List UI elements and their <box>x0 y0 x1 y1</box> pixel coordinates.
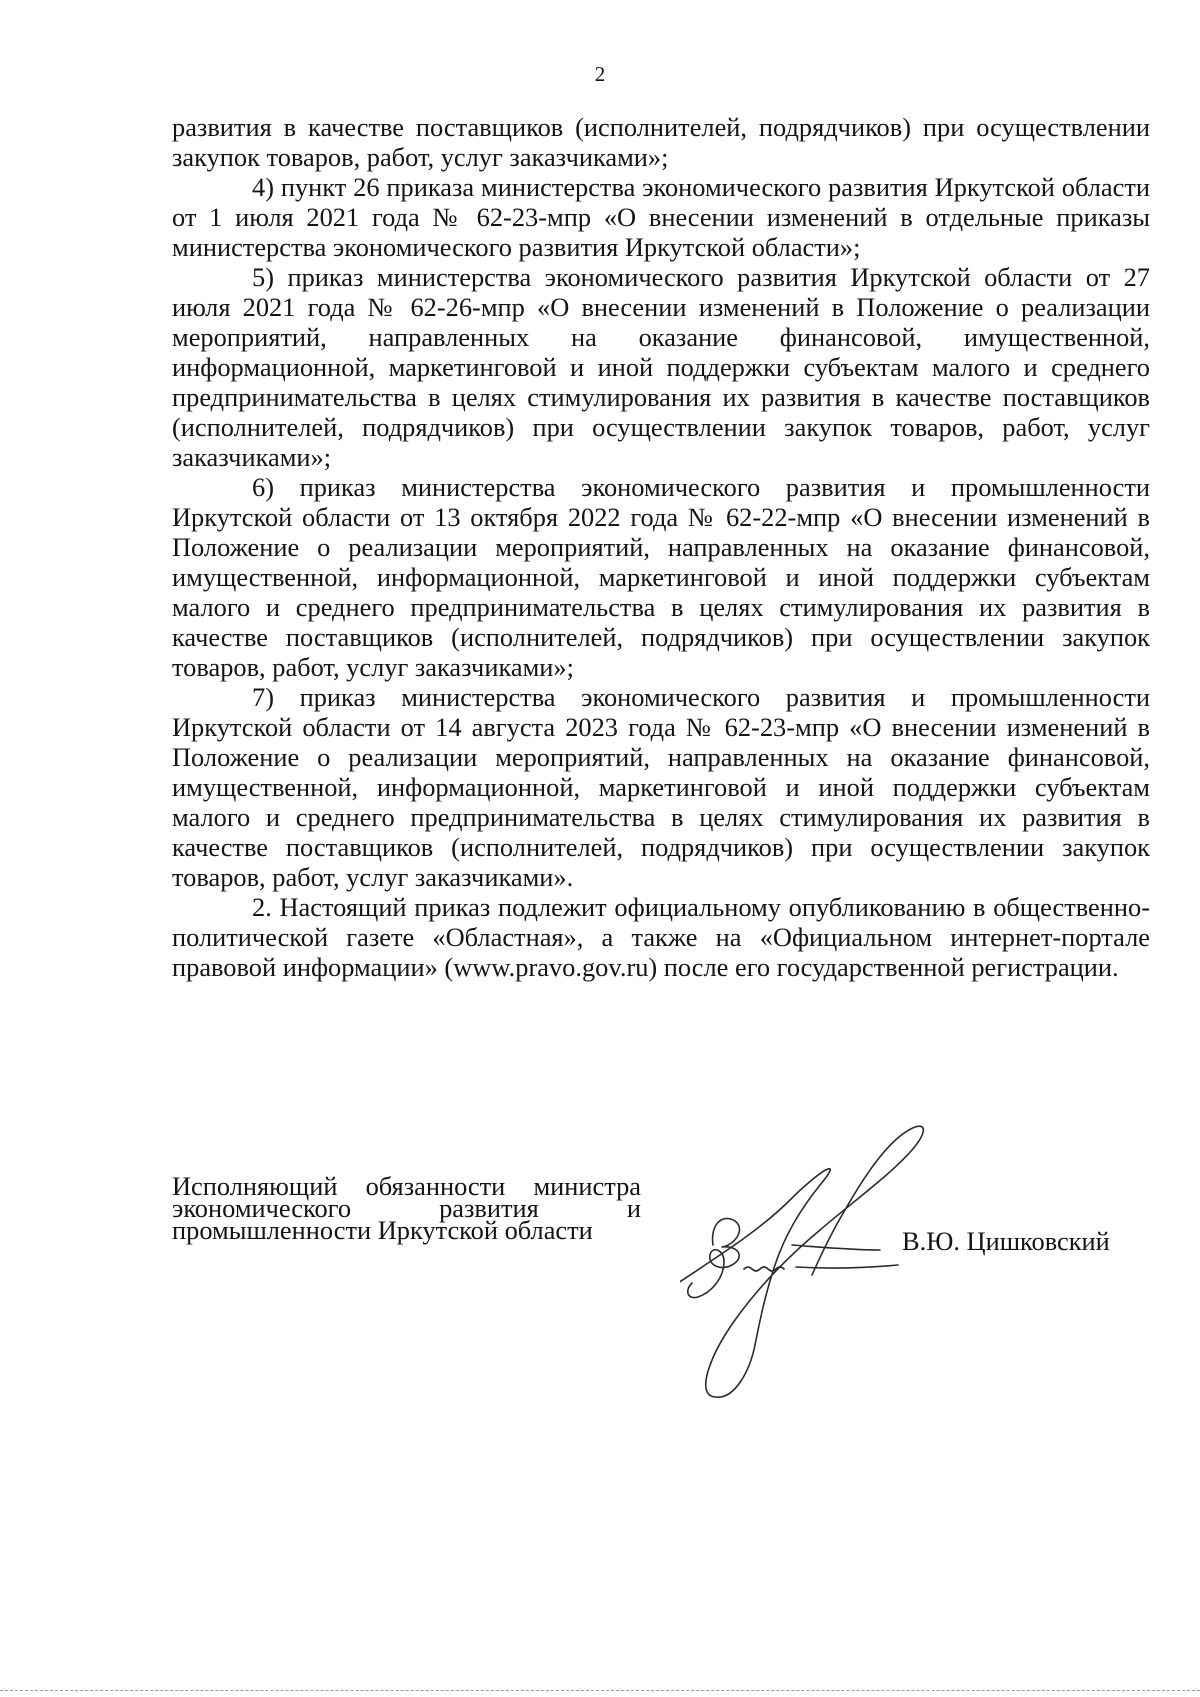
signer-name: В.Ю. Цишковский <box>902 1226 1110 1256</box>
paragraph-item-6: 6) приказ министерства экономического развития и промышленности Иркутской области от 13 октября 2022 года № 62-22-мпр «О внесении изменений в Положение о реализации мероприятий, направленных на оказание финансовой, имущественной, информационной, маркетинговой и иной поддержки субъектам малого и среднего предпринимательства в целях стимулирования их развития в качестве поставщиков (исполнителей, подрядчиков) при осуществлении закупок товаров, работ, услуг заказчиками»; <box>172 472 1150 682</box>
handwritten-signature <box>680 1105 1000 1415</box>
paragraph-publication-clause: 2. Настоящий приказ подлежит официальному опубликованию в общественно-политической газете «Областная», а также на «Официальном интернет-портале правовой информации» (www.pravo.gov.ru) после его государственной регистрации. <box>172 892 1150 982</box>
signatory-position <box>172 1171 641 1245</box>
paragraph-continuation: развития в качестве поставщиков (исполнителей, подрядчиков) при осуществлении закупок товаров, работ, услуг заказчиками»; <box>172 112 1150 172</box>
signatory-position-line-3: промышленности Иркутской области <box>172 1215 593 1245</box>
paragraph-item-5: 5) приказ министерства экономического развития Иркутской области от 27 июля 2021 года № 62-26-мпр «О внесении изменений в Положение о реализации мероприятий, направленных на оказание финансовой, имущественной, информационной, маркетинговой и иной поддержки субъектам малого и среднего предпринимательства в целях стимулирования их развития в качестве поставщиков (исполнителей, подрядчиков) при осуществлении закупок товаров, работ, услуг заказчиками»; <box>172 262 1150 472</box>
document-body <box>172 112 1150 982</box>
paragraph-item-4: 4) пункт 26 приказа министерства экономического развития Иркутской области от 1 июля 2021 года № 62-23-мпр «О внесении изменений в отдельные приказы министерства экономического развития Иркутской области»; <box>172 172 1150 262</box>
page-bottom-divider <box>0 1690 1200 1692</box>
signatory-position-line-2: экономического развития и <box>172 1193 641 1223</box>
page-number: 2 <box>594 62 606 86</box>
paragraph-item-7: 7) приказ министерства экономического развития и промышленности Иркутской области от 14 августа 2023 года № 62-23-мпр «О внесении изменений в Положение о реализации мероприятий, направленных на оказание финансовой, имущественной, информационной, маркетинговой и иной поддержки субъектам малого и среднего предпринимательства в целях стимулирования их развития в качестве поставщиков (исполнителей, подрядчиков) при осуществлении закупок товаров, работ, услуг заказчиками». <box>172 682 1150 892</box>
signatory-position-line-1: Исполняющий обязанности министра <box>172 1171 641 1201</box>
